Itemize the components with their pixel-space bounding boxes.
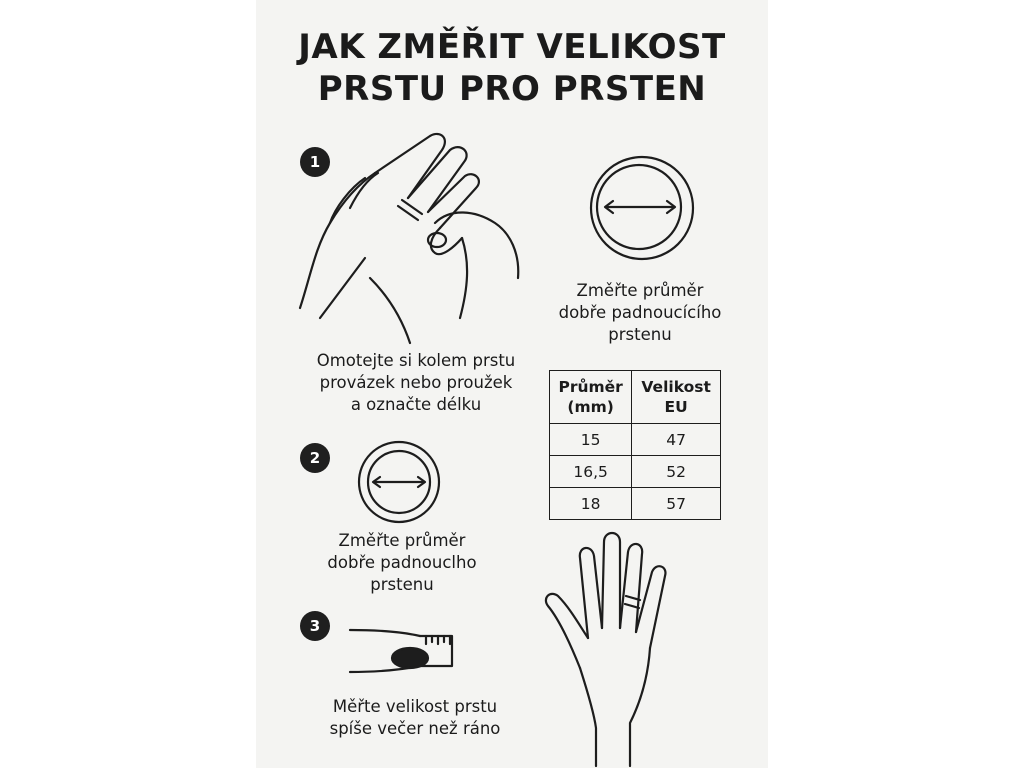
- step-3-line-1: Měřte velikost prstu: [332, 697, 498, 716]
- table-row: [550, 456, 721, 488]
- page-title: [256, 26, 768, 110]
- side-ring-line-1: Změřte průměr: [576, 281, 704, 300]
- header-diameter-line-2: (mm): [567, 398, 614, 416]
- side-ring-line-2: dobře padnoucícího: [558, 303, 722, 322]
- step-1-caption: [291, 350, 541, 416]
- step-2-badge: 2: [300, 443, 330, 473]
- table-row: [550, 424, 721, 456]
- size-table: [549, 370, 721, 520]
- step-2-line-1: Změřte průměr: [338, 531, 466, 550]
- step-3-badge: 3: [300, 611, 330, 641]
- table-cell: 15: [550, 424, 632, 456]
- step-3-caption: [310, 696, 520, 740]
- hand-wearing-ring-icon: [540, 528, 680, 768]
- side-ring-line-3: prstenu: [608, 325, 672, 344]
- header-size-line-2: EU: [664, 398, 688, 416]
- step-2-line-3: prstenu: [370, 575, 434, 594]
- table-cell: 16,5: [550, 456, 632, 488]
- table-row: [550, 488, 721, 520]
- table-header-row: [550, 371, 721, 424]
- title-line-1: JAK ZMĚŘIT VELIKOST: [298, 27, 726, 67]
- header-diameter-line-1: Průměr: [558, 378, 623, 396]
- finger-with-ruler-icon: [348, 618, 464, 680]
- step-1-line-1: Omotejte si kolem prstu: [316, 351, 516, 370]
- ring-diameter-icon: [357, 440, 441, 524]
- table-cell: 18: [550, 488, 632, 520]
- step-1-line-3: a označte délku: [350, 395, 482, 414]
- side-ring-caption: [545, 280, 735, 346]
- step-1-line-2: provázek nebo proužek: [319, 373, 513, 392]
- table-cell: 47: [632, 424, 721, 456]
- step-3-line-2: spíše večer než ráno: [329, 719, 501, 738]
- step-2-caption: [302, 530, 502, 596]
- title-line-2: PRSTU PRO PRSTEN: [317, 69, 707, 109]
- step-2-line-2: dobře padnouclho: [327, 553, 477, 572]
- table-cell: 57: [632, 488, 721, 520]
- header-size-line-1: Velikost: [641, 378, 711, 396]
- large-ring-diameter-icon: [589, 155, 695, 261]
- step-1-badge: 1: [300, 147, 330, 177]
- hand-wrapping-string-icon: [290, 128, 530, 348]
- table-header-size: [632, 371, 721, 424]
- table-cell: 52: [632, 456, 721, 488]
- table-header-diameter: [550, 371, 632, 424]
